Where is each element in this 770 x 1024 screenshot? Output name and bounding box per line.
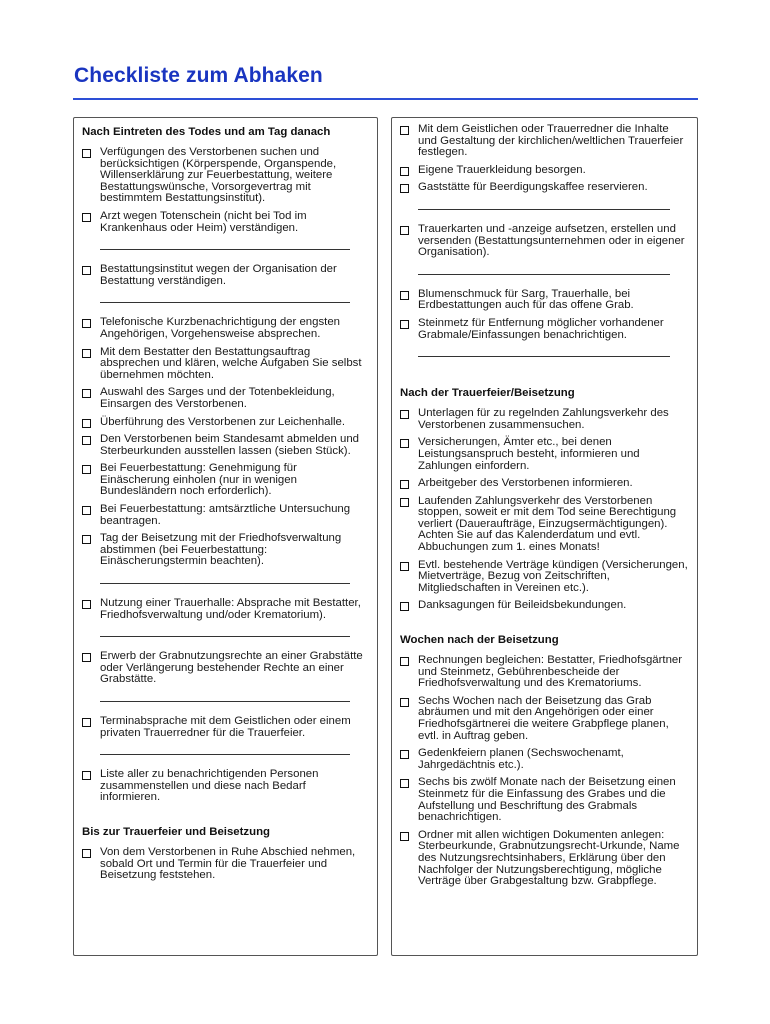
item-text: Den Verstorbenen beim Standesamt abmelden und Sterbeurkunden ausstellen lassen (sieben Stück). [100,433,359,457]
checkbox[interactable] [400,480,409,489]
checkbox[interactable] [82,465,91,474]
item-text: Danksagungen für Beileidsbekundungen. [418,599,627,612]
checkbox[interactable] [82,849,91,858]
checklist-item [400,224,689,259]
checklist-item [82,769,369,804]
checkbox[interactable] [82,213,91,222]
blank-line [100,701,350,702]
checkbox[interactable] [400,498,409,507]
checklist-item [400,408,689,431]
checklist-item [82,317,369,340]
item-text: Mit dem Bestatter den Bestattungsauftrag absprechen und klären, welche Aufgaben Sie selbst übernehmen möchten. [100,345,362,381]
checkbox[interactable] [400,184,409,193]
checklist-item [400,318,689,341]
checklist-item [82,504,369,527]
item-text: Versicherungen, Ämter etc., bei denen Leistungsanspruch besteht, informieren und Zahlungen einfordern. [418,436,640,472]
item-text: Nutzung einer Trauerhalle: Absprache mit Bestatter, Friedhofsverwaltung und/oder Krematorium). [100,597,361,621]
item-text: Steinmetz für Entfernung möglicher vorhandener Grabmale/Einfassungen benachrichtigen. [418,316,664,341]
item-text: Arzt wegen Totenschein (nicht bei Tod im Krankenhaus oder Heim) verständigen. [100,209,307,234]
checkbox[interactable] [400,167,409,176]
checklist-item [400,124,689,159]
item-text: Trauerkarten und -anzeige aufsetzen, erstellen und versenden (Bestattungsunternehmen oder in eigener Organisation). [418,222,685,259]
item-text: Rechnungen begleichen: Bestatter, Friedhofsgärtner und Steinmetz, Gebührenbescheide der Friedhofsverwaltung und des Krematoriums. [418,654,683,690]
checklist-item [82,434,369,457]
item-text: Unterlagen für zu regelnden Zahlungsverkehr des Verstorbenen zusammensuchen. [418,407,669,431]
section-heading-weeks-after: Wochen nach der Beisetzung [400,634,559,647]
item-text: Verfügungen des Verstorbenen suchen und berücksichtigen (Körperspende, Organspende, Willenserklärung zur Feuerbestattung, weitere Bestattungswünsche, Vorsorgevertrag mit bestimmtem Bestattungsinstitut). [100,146,337,205]
checkbox[interactable] [82,771,91,780]
checklist-column-right [391,117,698,956]
checklist-item [400,600,689,612]
checkbox[interactable] [400,562,409,571]
checklist-item [82,417,369,429]
item-text: Eigene Trauerkleidung besorgen. [418,163,586,176]
item-text: Von dem Verstorbenen in Ruhe Abschied nehmen, sobald Ort und Termin für die Trauerfeier und Beisetzung feststehen. [100,845,356,882]
item-text: Gaststätte für Beerdigungskaffee reservieren. [418,181,648,194]
checklist-item [400,182,689,194]
checkbox[interactable] [400,320,409,329]
checklist-item [400,777,689,823]
checklist-item [400,478,689,490]
checklist-item [400,655,689,690]
item-text: Überführung des Verstorbenen zur Leichenhalle. [100,415,346,428]
blank-line [100,583,350,584]
blank-line [418,356,670,357]
item-text: Ordner mit allen wichtigen Dokumenten anlegen: Sterbeurkunde, Grabnutzungsrecht-Urkunde, Name des Nutzungsrechtsinhabers, Erklärung über den Nachfolger der Nutzungsberechtigung, mögliche Verträge über Grabgestaltung bzw. Grabpflege. [418,828,680,888]
checklist-item [82,716,369,739]
checklist-item [82,463,369,498]
section-heading-after-death: Nach Eintreten des Todes und am Tag danach [82,126,331,138]
blank-line [100,302,350,303]
checkbox[interactable] [400,410,409,419]
checkbox[interactable] [82,653,91,662]
checklist-item [82,347,369,382]
blank-line [418,274,670,275]
checklist-item [82,847,369,882]
checklist-item [400,830,689,888]
checkbox[interactable] [82,436,91,445]
checklist-item [400,560,689,595]
checkbox[interactable] [400,698,409,707]
checklist-item [82,598,369,621]
item-text: Sechs bis zwölf Monate nach der Beisetzung einen Steinmetz für die Einfassung des Grabes und die Aufstellung und Beschriftung des Grabmals benachrichtigen. [418,776,676,824]
item-text: Liste aller zu benachrichtigenden Personen zusammenstellen und diese nach Bedarf informieren. [100,768,319,804]
checkbox[interactable] [82,319,91,328]
section-heading-until-funeral: Bis zur Trauerfeier und Beisetzung [82,825,270,838]
checklist-item [400,437,689,472]
checklist-item [400,165,689,177]
checklist-item [82,264,369,287]
item-text: Evtl. bestehende Verträge kündigen (Versicherungen, Mietverträge, Bezug von Zeitschriften, Mitgliedschaften in Vereinen etc.). [418,558,688,594]
checklist-item [82,211,369,234]
checklist-column-left [73,117,378,956]
checklist-item [82,147,369,205]
checkbox[interactable] [82,266,91,275]
item-text: Blumenschmuck für Sarg, Trauerhalle, bei Erdbestattungen auch für das offene Grab. [418,287,634,312]
checklist-item [400,496,689,554]
checkbox[interactable] [400,226,409,235]
checkbox[interactable] [82,419,91,428]
blank-line [418,209,670,210]
blank-line [100,754,350,755]
blank-line [100,249,350,250]
checkbox[interactable] [82,600,91,609]
item-text: Arbeitgeber des Verstorbenen informieren. [418,477,633,490]
checklist-item [400,748,689,771]
item-text: Gedenkfeiern planen (Sechswochenamt, Jahrgedächtnis etc.). [418,747,624,771]
checklist-item [400,289,689,312]
checkbox[interactable] [82,506,91,515]
checkbox[interactable] [82,149,91,158]
checkbox[interactable] [82,389,91,398]
checkbox[interactable] [400,291,409,300]
checkbox[interactable] [82,718,91,727]
checkbox[interactable] [82,535,91,544]
item-text: Laufenden Zahlungsverkehr des Verstorbenen stoppen, soweit er mit dem Tod seine Berechtigung verliert (Daueraufträge, Einzugsermächtigungen). Achten Sie auf das Kalenderdatum und evtl. Abbuchungen zum 1. eines Monats! [418,494,677,554]
checkbox[interactable] [400,602,409,611]
item-text: Tag der Beisetzung mit der Friedhofsverwaltung abstimmen (bei Feuerbestattung: Einäscherungstermin beachten). [100,532,342,568]
checklist-item [400,696,689,742]
item-text: Telefonische Kurzbenachrichtigung der engsten Angehörigen, Vorgehensweise absprechen. [100,316,340,340]
checkbox[interactable] [400,779,409,788]
item-text: Erwerb der Grabnutzungsrechte an einer Grabstätte oder Verlängerung bestehender Rechte an einer Grabstätte. [100,650,363,686]
checkbox[interactable] [82,349,91,358]
item-text: Sechs Wochen nach der Beisetzung das Grab abräumen und mit den Angehörigen oder einer Friedhofsgärtnerei die weitere Grabpflege planen, evtl. in Auftrag geben. [418,694,669,742]
checkbox[interactable] [400,750,409,759]
section-heading-after-funeral: Nach der Trauerfeier/Beisetzung [400,387,575,400]
page-title: Checkliste zum Abhaken [74,64,323,87]
checklist-item [82,533,369,568]
checklist-item [82,651,369,686]
checkbox[interactable] [400,657,409,666]
checkbox[interactable] [400,439,409,448]
checkbox[interactable] [400,832,409,841]
checklist-item [82,387,369,410]
item-text: Bei Feuerbestattung: Genehmigung für Einäscherung einholen (nur in wenigen Bundesländern noch erforderlich). [100,462,297,498]
blank-line [100,636,350,637]
item-text: Mit dem Geistlichen oder Trauerredner die Inhalte und Gestaltung der kirchlichen/weltlichen Trauerfeier festlegen. [418,123,684,159]
item-text: Bestattungsinstitut wegen der Organisation der Bestattung verständigen. [100,263,337,287]
checkbox[interactable] [400,126,409,135]
item-text: Bei Feuerbestattung: amtsärztliche Untersuchung beantragen. [100,503,351,527]
title-rule [73,98,698,100]
item-text: Terminabsprache mit dem Geistlichen oder einem privaten Trauerredner für die Trauerfeier. [100,715,351,739]
item-text: Auswahl des Sarges und der Totenbekleidung, Einsargen des Verstorbenen. [100,386,335,410]
